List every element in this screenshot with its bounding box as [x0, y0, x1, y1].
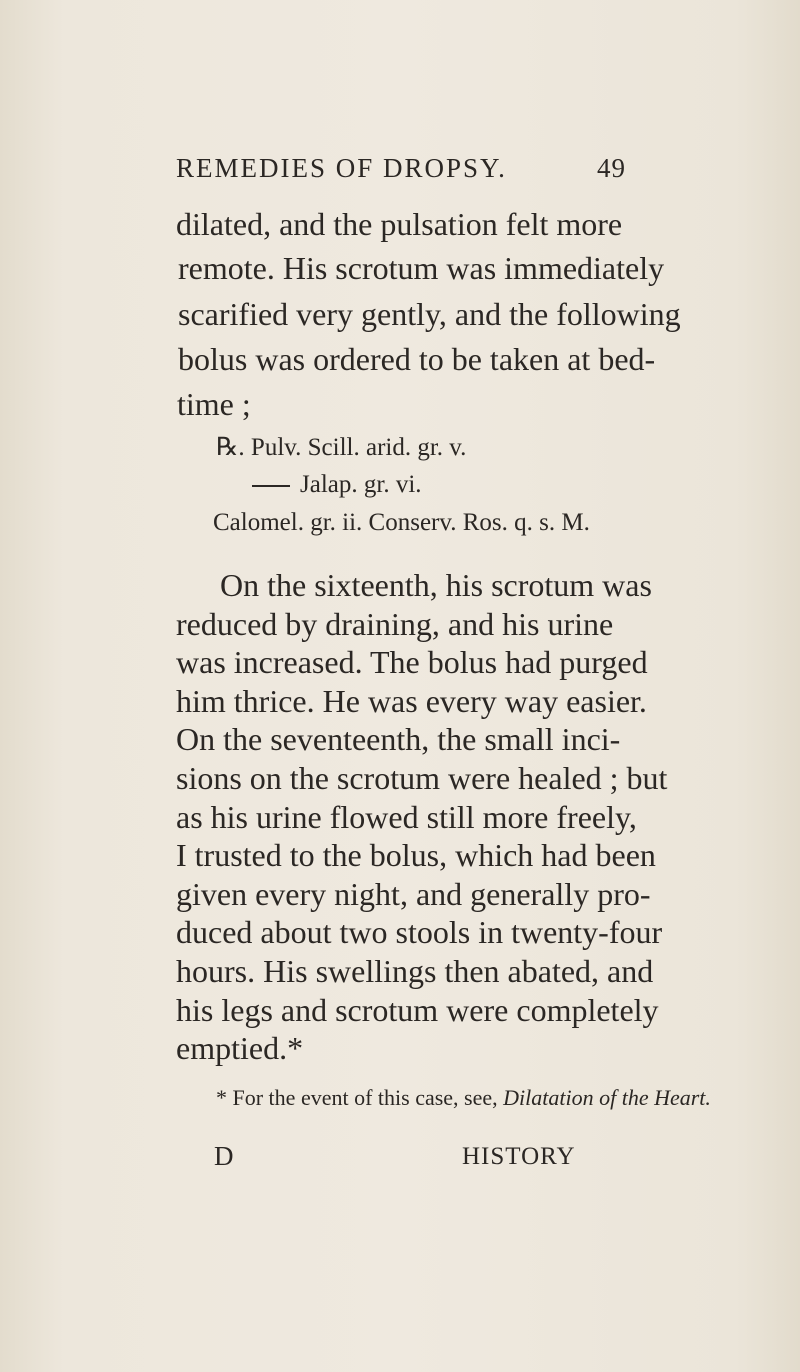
text-line: was increased. The bolus had purged	[176, 644, 648, 681]
signature-mark: D	[214, 1141, 234, 1171]
prescription-line: ℞. Pulv. Scill. arid. gr. v.	[216, 434, 467, 461]
prescription-line: Calomel. gr. ii. Conserv. Ros. q. s. M.	[213, 509, 590, 536]
text-line: reduced by draining, and his urine	[176, 605, 614, 642]
running-header	[176, 153, 626, 184]
text-line: duced about two stools in twenty-four	[176, 914, 663, 951]
text-line: emptied.*	[176, 1030, 304, 1067]
text-line: scarified very gently, and the following	[178, 296, 681, 332]
prescription-line-text: Jalap. gr. vi.	[300, 471, 422, 498]
prescription-line	[252, 470, 422, 500]
text-line: bolus was ordered to be taken at bed-	[178, 341, 656, 377]
text-line: remote. His scrotum was immediately	[178, 250, 665, 286]
text-line: On the sixteenth, his scrotum was	[220, 567, 652, 603]
footnote	[216, 1085, 711, 1111]
text-line: his legs and scrotum were completely	[176, 991, 659, 1028]
footnote-text: * For the event of this case, see,	[216, 1085, 498, 1110]
text-line: as his urine flowed still more freely,	[176, 798, 637, 835]
text-line: dilated, and the pulsation felt more	[176, 206, 623, 242]
text-line: On the seventeenth, the small inci-	[176, 721, 621, 758]
text-line: him thrice. He was every way easier.	[176, 682, 647, 719]
page-number: 49	[597, 153, 626, 183]
text-line: time ;	[177, 386, 251, 422]
text-line: I trusted to the bolus, which had been	[176, 837, 656, 874]
text-line: hours. His swellings then abated, and	[176, 953, 654, 989]
catchword: HISTORY	[462, 1143, 576, 1170]
text-line: sions on the scrotum were healed ; but	[176, 760, 668, 796]
footnote-title: Dilatation of the Heart.	[503, 1085, 711, 1110]
text-line: given every night, and generally pro-	[176, 875, 651, 912]
ditto-rule	[252, 485, 290, 487]
running-title: REMEDIES OF DROPSY.	[176, 153, 507, 183]
